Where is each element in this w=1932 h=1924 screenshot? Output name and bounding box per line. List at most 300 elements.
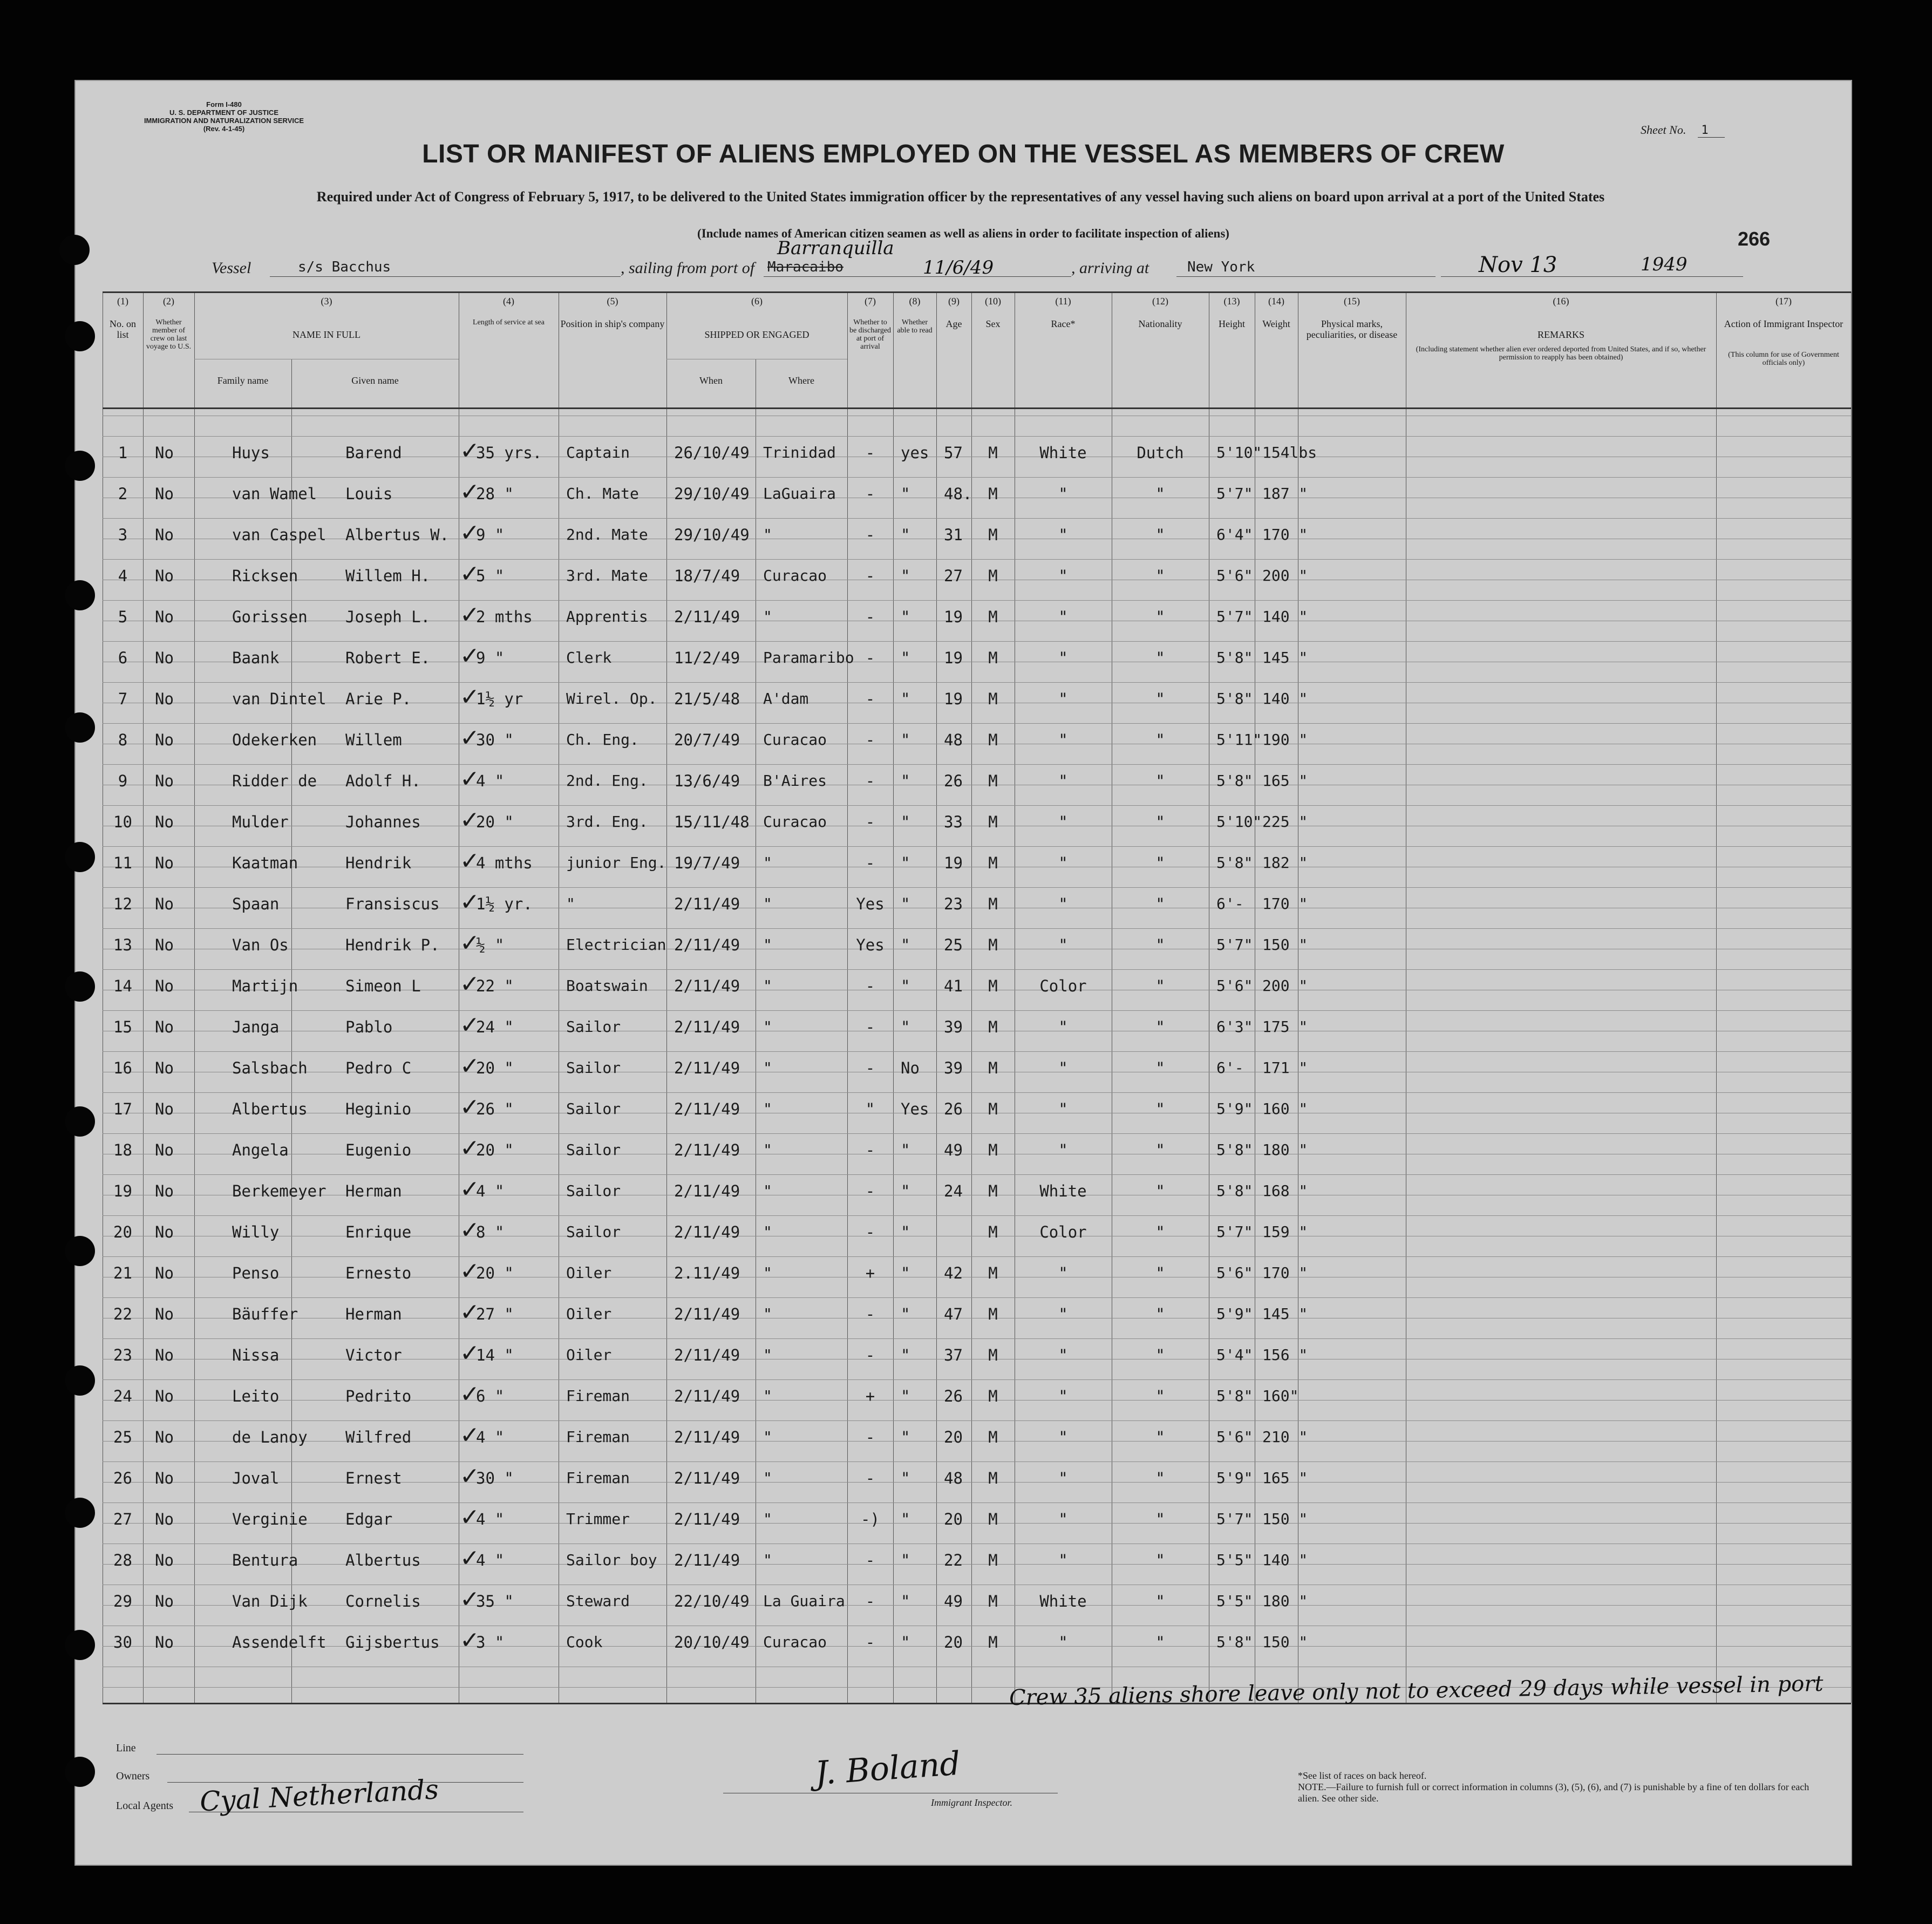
cell-disc: -: [865, 1018, 875, 1036]
cell-sex: M: [988, 608, 998, 626]
cell-service: 1½ yr.: [476, 895, 533, 913]
cell-position: Sailor boy: [566, 1551, 657, 1569]
cell-weight: 200 ": [1262, 977, 1308, 995]
column-header: SHIPPED OR ENGAGED: [704, 329, 809, 340]
cell-position: Electrician: [566, 936, 666, 954]
binder-hole: [65, 1236, 95, 1266]
binder-hole: [65, 451, 95, 481]
cell-weight: 140 ": [1262, 690, 1308, 708]
cell-sex: M: [988, 1182, 998, 1200]
cell-sex: M: [988, 1346, 998, 1364]
cell-weight: 159 ": [1262, 1223, 1308, 1241]
cell-race: ": [1058, 1264, 1068, 1282]
cell-position: Sailor: [566, 1141, 621, 1159]
cell-given: Fransiscus: [345, 895, 440, 913]
cell-disc: -: [865, 1059, 875, 1077]
cell-read: ": [901, 731, 910, 749]
column-rule: [1851, 291, 1852, 1703]
cell-sex: M: [988, 690, 998, 708]
cell-race: ": [1058, 1387, 1068, 1405]
cell-where: ": [763, 1510, 772, 1528]
ruled-line: [103, 1461, 1851, 1462]
column-subheader: When: [699, 375, 723, 386]
cell-age: 22: [944, 1551, 963, 1569]
cell-age: 25: [944, 936, 963, 954]
owners-label: Owners: [116, 1770, 150, 1782]
cell-weight: 225 ": [1262, 813, 1308, 831]
cell-family: Nissa: [232, 1346, 280, 1364]
cell-race: ": [1058, 1346, 1068, 1364]
cell-disc: -: [865, 1223, 875, 1241]
check-mark-icon: ✓: [460, 888, 480, 916]
cell-age: 20: [944, 1510, 963, 1528]
arrival-date: Nov 13: [1479, 253, 1557, 277]
cell-height: 5'8": [1216, 854, 1253, 872]
cell-weight: 170 ": [1262, 1264, 1308, 1282]
cell-read: ": [901, 1182, 910, 1200]
cell-sex: M: [988, 813, 998, 831]
cell-disc: -: [865, 1428, 875, 1446]
cell-service: 4 ": [476, 1551, 505, 1569]
cell-family: Odekerken: [232, 731, 317, 749]
page-title: LIST OR MANIFEST OF ALIENS EMPLOYED ON THE VESSEL AS MEMBERS OF CREW: [422, 140, 1505, 168]
column-number: (13): [1223, 296, 1240, 307]
cell-sex: M: [988, 772, 998, 790]
cell-age: 49: [944, 1592, 963, 1610]
form-dept: U. S. DEPARTMENT OF JUSTICE: [169, 108, 278, 117]
cell-weight: 165 ": [1262, 1469, 1308, 1487]
cell-race: ": [1058, 936, 1068, 954]
check-mark-icon: ✓: [460, 560, 480, 588]
cell-height: 5'10": [1216, 444, 1262, 461]
cell-sex: M: [988, 1100, 998, 1118]
cell-where: ": [763, 526, 772, 543]
binder-hole: [65, 842, 95, 872]
cell-age: 23: [944, 895, 963, 913]
cell-sex: M: [988, 1018, 998, 1036]
cell-height: 5'11": [1216, 731, 1262, 749]
cell-prev: No: [155, 1305, 174, 1323]
cell-sex: M: [988, 895, 998, 913]
cell-nat: ": [1155, 1633, 1165, 1651]
cell-where: Curacao: [763, 731, 827, 749]
cell-service: 4 ": [476, 1428, 505, 1446]
column-rule: [143, 291, 144, 1703]
cell-height: 5'7": [1216, 1510, 1253, 1528]
cell-position: ": [566, 895, 575, 913]
cell-service: 14 ": [476, 1346, 514, 1364]
cell-position: Clerk: [566, 649, 612, 667]
cell-read: ": [901, 1264, 910, 1282]
cell-weight: 168 ": [1262, 1182, 1308, 1200]
cell-prev: No: [155, 1141, 174, 1159]
cell-read: ": [901, 1428, 910, 1446]
cell-position: Captain: [566, 444, 630, 461]
form-info: [135, 100, 313, 133]
ruled-line: [103, 1010, 1851, 1011]
cell-given: Pablo: [345, 1018, 393, 1036]
ruled-line: [103, 1297, 1851, 1298]
cell-race: ": [1058, 649, 1068, 667]
cell-height: 5'6": [1216, 1264, 1253, 1282]
ruled-line: [103, 477, 1851, 478]
ruled-line: [103, 1133, 1851, 1134]
cell-height: 5'7": [1216, 1223, 1253, 1241]
cell-no: 25: [113, 1428, 132, 1446]
cell-where: ": [763, 608, 772, 626]
cell-disc: -: [865, 526, 875, 544]
cell-no: 2: [118, 485, 128, 503]
cell-read: ": [901, 977, 910, 995]
ruled-line: [103, 559, 1851, 560]
cell-age: 26: [944, 1100, 963, 1118]
cell-when: 22/10/49: [674, 1592, 750, 1610]
cell-service: 8 ": [476, 1223, 505, 1241]
crew-table: [103, 291, 1851, 1703]
cell-given: Adolf H.: [345, 772, 421, 790]
ruled-line: [103, 1174, 1851, 1175]
cell-age: 26: [944, 1387, 963, 1405]
cell-race: ": [1058, 1510, 1068, 1528]
cell-no: 9: [118, 772, 128, 790]
cell-disc: -: [865, 1346, 875, 1364]
check-mark-icon: ✓: [460, 1504, 480, 1531]
column-number: (5): [607, 296, 618, 307]
port-date: 11/6/49: [923, 257, 994, 278]
cell-no: 26: [113, 1469, 132, 1487]
cell-family: Leito: [232, 1387, 280, 1405]
cell-service: 27 ": [476, 1305, 514, 1323]
cell-read: ": [901, 690, 910, 708]
cell-service: 4 mths: [476, 854, 533, 872]
cell-when: 21/5/48: [674, 690, 740, 708]
cell-where: B'Aires: [763, 772, 827, 790]
ruled-line: [103, 887, 1851, 888]
cell-service: 20 ": [476, 1141, 514, 1159]
ruled-line: [103, 682, 1851, 683]
cell-when: 2/11/49: [674, 1059, 740, 1077]
cell-weight: 180 ": [1262, 1592, 1308, 1610]
cell-read: No: [901, 1059, 920, 1077]
vessel-label: Vessel: [212, 259, 251, 277]
check-mark-icon: ✓: [460, 642, 480, 670]
cell-given: Simeon L: [345, 977, 421, 995]
cell-race: ": [1058, 1633, 1068, 1651]
cell-position: 2nd. Eng.: [566, 772, 648, 790]
cell-race: ": [1058, 731, 1068, 749]
column-header: Race*: [1051, 318, 1076, 329]
cell-when: 2/11/49: [674, 1223, 740, 1241]
cell-no: 13: [113, 936, 132, 954]
cell-read: ": [901, 1141, 910, 1159]
check-mark-icon: ✓: [460, 1175, 480, 1203]
cell-no: 6: [118, 649, 128, 667]
port-struck: Maracaibo: [767, 259, 843, 275]
cell-prev: No: [155, 895, 174, 913]
check-mark-icon: ✓: [460, 1216, 480, 1244]
cell-family: Kaatman: [232, 854, 298, 872]
cell-age: 37: [944, 1346, 963, 1364]
cell-when: 2/11/49: [674, 1100, 740, 1118]
cell-where: ": [763, 936, 772, 954]
cell-nat: ": [1155, 1428, 1165, 1446]
cell-when: 20/7/49: [674, 731, 740, 749]
cell-race: ": [1058, 854, 1068, 872]
cell-nat: ": [1155, 1059, 1165, 1077]
cell-no: 5: [118, 608, 128, 626]
cell-weight: 156 ": [1262, 1346, 1308, 1364]
ruled-line: [103, 1092, 1851, 1093]
cell-given: Albertus W.: [345, 526, 450, 544]
cell-where: ": [763, 977, 772, 995]
cell-read: ": [901, 1469, 910, 1487]
cell-height: 5'8": [1216, 1387, 1253, 1405]
cell-race: ": [1058, 1018, 1068, 1036]
cell-no: 29: [113, 1592, 132, 1610]
cell-nat: ": [1155, 1346, 1165, 1364]
cell-service: 35 ": [476, 1592, 514, 1610]
cell-weight: 171 ": [1262, 1059, 1308, 1077]
check-mark-icon: ✓: [460, 1340, 480, 1367]
column-subheader: (Including statement whether alien ever ordered deported from United States, and if so, whether permission to reapply has been obtained): [1416, 345, 1706, 362]
cell-position: Ch. Eng.: [566, 731, 639, 749]
column-number: (3): [321, 296, 332, 307]
cell-height: 6'-: [1216, 895, 1244, 913]
cell-prev: No: [155, 1018, 174, 1036]
cell-nat: ": [1155, 1100, 1165, 1118]
inspector-label: Immigrant Inspector.: [931, 1797, 1012, 1808]
cell-no: 28: [113, 1551, 132, 1569]
column-rule: [847, 291, 848, 1703]
cell-family: Albertus: [232, 1100, 308, 1118]
check-mark-icon: ✓: [460, 1545, 480, 1572]
cell-sex: M: [988, 1059, 998, 1077]
cell-no: 1: [118, 444, 128, 462]
cell-height: 6'3": [1216, 1018, 1253, 1036]
cell-service: ½ ": [476, 936, 505, 954]
cell-read: ": [901, 608, 910, 626]
cell-nat: ": [1155, 1264, 1165, 1282]
cell-age: 20: [944, 1633, 963, 1651]
cell-where: ": [763, 854, 772, 872]
cell-service: 30 ": [476, 1469, 514, 1487]
column-subheader: (This column for use of Government officials only): [1728, 351, 1839, 367]
cell-prev: No: [155, 1100, 174, 1118]
cell-family: Mulder: [232, 813, 289, 831]
cell-family: de Lanoy: [232, 1428, 308, 1446]
cell-read: ": [901, 854, 910, 872]
cell-service: 26 ": [476, 1100, 514, 1118]
cell-age: 19: [944, 690, 963, 708]
cell-height: 5'5": [1216, 1551, 1253, 1569]
column-rule: [1716, 291, 1717, 1703]
check-mark-icon: ✓: [460, 724, 480, 752]
cell-no: 17: [113, 1100, 132, 1118]
cell-disc: -: [865, 772, 875, 790]
cell-disc: -: [865, 485, 875, 503]
cell-where: ": [763, 895, 772, 913]
cell-weight: 160": [1262, 1387, 1299, 1405]
check-mark-icon: ✓: [460, 970, 480, 998]
check-mark-icon: ✓: [460, 601, 480, 629]
cell-nat: ": [1155, 1469, 1165, 1487]
cell-given: Louis: [345, 485, 393, 503]
cell-disc: -: [865, 813, 875, 831]
check-mark-icon: ✓: [460, 1093, 480, 1121]
cell-sex: M: [988, 1223, 998, 1241]
cell-prev: No: [155, 649, 174, 667]
table-top-rule: [103, 291, 1851, 293]
cell-weight: 165 ": [1262, 772, 1308, 790]
vessel-name: s/s Bacchus: [298, 259, 391, 275]
cell-position: Fireman: [566, 1387, 630, 1405]
cell-service: 4 ": [476, 1182, 505, 1200]
cell-weight: 154lbs: [1262, 444, 1317, 461]
column-number: (12): [1152, 296, 1168, 307]
cell-when: 29/10/49: [674, 526, 750, 544]
cell-no: 19: [113, 1182, 132, 1200]
handwritten-note: Crew 35 aliens shore leave only not to exceed 29 days while vessel in port: [1009, 1671, 1824, 1711]
cell-service: 20 ": [476, 1059, 514, 1077]
cell-when: 2/11/49: [674, 1428, 740, 1446]
cell-position: Cook: [566, 1633, 603, 1651]
cell-prev: No: [155, 567, 174, 585]
cell-when: 19/7/49: [674, 854, 740, 872]
cell-read: ": [901, 1551, 910, 1569]
cell-race: ": [1058, 813, 1068, 831]
cell-service: 24 ": [476, 1018, 514, 1036]
cell-height: 5'9": [1216, 1305, 1253, 1323]
cell-no: 10: [113, 813, 132, 831]
ruled-line: [103, 723, 1851, 724]
cell-race: ": [1058, 1305, 1068, 1323]
cell-no: 12: [113, 895, 132, 913]
stamp-number: 266: [1738, 228, 1771, 250]
cell-disc: Yes: [856, 936, 885, 954]
ruled-line: [103, 1215, 1851, 1216]
cell-disc: -: [865, 690, 875, 708]
cell-service: 20 ": [476, 1264, 514, 1282]
table-bottom-rule: [103, 1703, 1851, 1704]
column-number: (2): [163, 296, 174, 307]
cell-nat: ": [1155, 1510, 1165, 1528]
cell-service: 3 ": [476, 1633, 505, 1651]
cell-age: 48: [944, 731, 963, 749]
cell-no: 3: [118, 526, 128, 544]
column-header: Action of Immigrant Inspector: [1724, 318, 1843, 329]
sheet-number-label: Sheet No.: [1641, 123, 1686, 137]
cell-where: A'dam: [763, 690, 809, 708]
check-mark-icon: ✓: [460, 478, 480, 506]
cell-race: ": [1058, 1428, 1068, 1446]
check-mark-icon: ✓: [460, 1422, 480, 1449]
cell-sex: M: [988, 1469, 998, 1487]
column-header: Weight: [1262, 318, 1290, 329]
cell-nat: ": [1155, 485, 1165, 503]
cell-where: ": [763, 1551, 772, 1569]
arriving-port: New York: [1187, 259, 1255, 275]
cell-where: ": [763, 1141, 772, 1159]
column-number: (1): [117, 296, 128, 307]
column-header: Position in ship's company: [560, 318, 665, 329]
binder-hole: [65, 580, 95, 610]
cell-where: ": [763, 1346, 772, 1364]
cell-nat: ": [1155, 649, 1165, 667]
cell-disc: -: [865, 1141, 875, 1159]
cell-when: 2/11/49: [674, 1469, 740, 1487]
cell-no: 11: [113, 854, 132, 872]
cell-height: 5'8": [1216, 649, 1253, 667]
cell-prev: No: [155, 1059, 174, 1077]
cell-family: Penso: [232, 1264, 280, 1282]
cell-height: 5'8": [1216, 1633, 1253, 1651]
cell-where: ": [763, 1305, 772, 1323]
cell-height: 5'7": [1216, 485, 1253, 502]
cell-sex: M: [988, 936, 998, 954]
cell-when: 18/7/49: [674, 567, 740, 585]
cell-prev: No: [155, 977, 174, 995]
vessel-underline: [270, 276, 621, 277]
cell-family: Ricksen: [232, 567, 298, 585]
form-service: IMMIGRATION AND NATURALIZATION SERVICE: [144, 117, 304, 125]
cell-where: LaGuaira: [763, 485, 836, 502]
cell-where: ": [763, 1223, 772, 1241]
cell-race: ": [1058, 1141, 1068, 1159]
cell-sex: M: [988, 567, 998, 585]
cell-position: 3rd. Eng.: [566, 813, 648, 831]
cell-race: Color: [1039, 1223, 1087, 1241]
subtitle: Required under Act of Congress of February 5, 1917, to be delivered to the United States immigration officer by the representatives of any vessel having such aliens on board upon arrival at a port of the United States: [316, 189, 1605, 205]
cell-nat: ": [1155, 1223, 1165, 1241]
cell-service: 22 ": [476, 977, 514, 995]
cell-read: ": [901, 772, 910, 790]
binder-hole: [65, 321, 95, 351]
column-header: Sex: [985, 318, 1001, 329]
cell-nat: ": [1155, 731, 1165, 749]
cell-disc: -: [865, 444, 875, 462]
cell-read: Yes: [901, 1100, 929, 1118]
column-number: (14): [1268, 296, 1284, 307]
cell-race: White: [1039, 1182, 1087, 1200]
cell-where: Paramaribo: [763, 649, 854, 667]
sheet-number: [1641, 123, 1725, 137]
check-mark-icon: ✓: [460, 929, 480, 957]
ruled-line: [103, 928, 1851, 929]
cell-where: ": [763, 1264, 772, 1282]
cell-disc: ": [865, 1100, 875, 1118]
cell-when: 2/11/49: [674, 936, 740, 954]
cell-nat: ": [1155, 608, 1165, 626]
cell-given: Hendrik: [345, 854, 412, 872]
cell-prev: No: [155, 1346, 174, 1364]
cell-disc: Yes: [856, 895, 885, 913]
cell-service: 5 ": [476, 567, 505, 585]
cell-prev: No: [155, 1592, 174, 1610]
cell-sex: M: [988, 485, 998, 503]
cell-given: Ernest: [345, 1469, 402, 1487]
form-number: Form I-480: [206, 100, 242, 108]
cell-nat: ": [1155, 977, 1165, 995]
cell-read: ": [901, 1223, 910, 1241]
cell-read: ": [901, 526, 910, 544]
check-mark-icon: ✓: [460, 847, 480, 875]
cell-family: Baank: [232, 649, 280, 667]
cell-weight: 210 ": [1262, 1428, 1308, 1446]
ruled-line: [103, 436, 1851, 437]
cell-weight: 180 ": [1262, 1141, 1308, 1159]
cell-age: 19: [944, 649, 963, 667]
cell-family: van Dintel: [232, 690, 326, 708]
